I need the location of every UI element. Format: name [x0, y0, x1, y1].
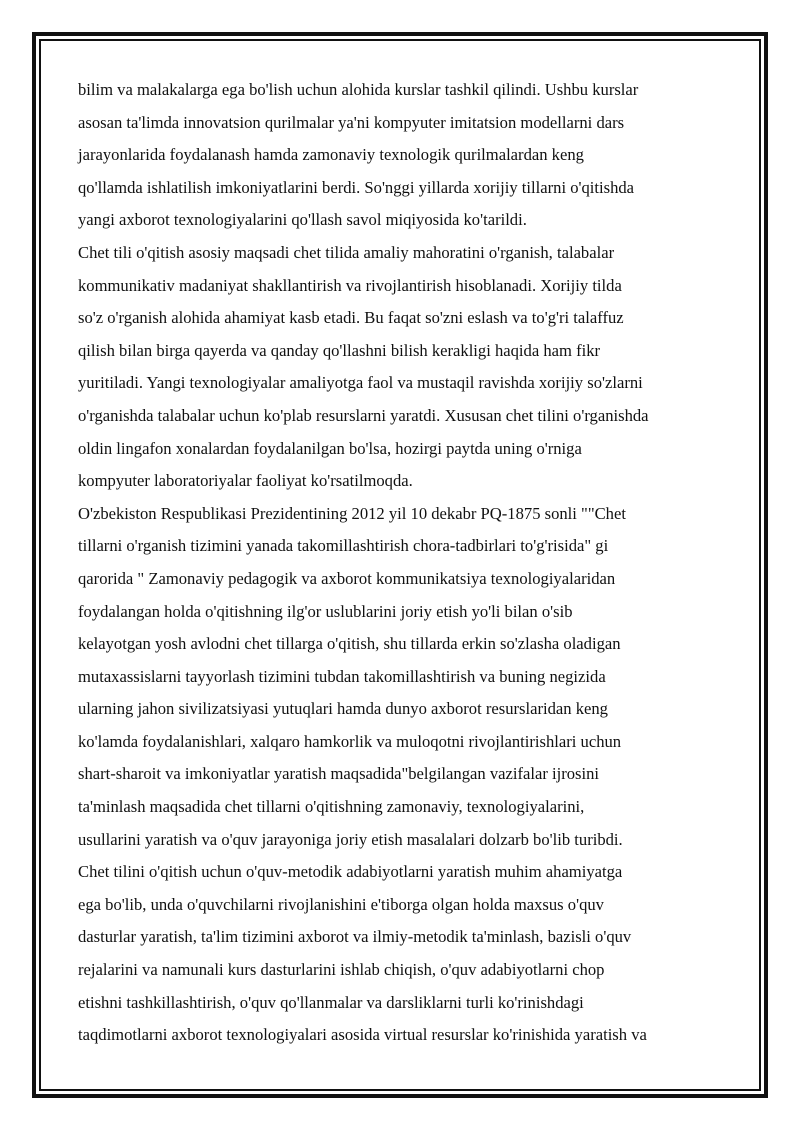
- text-line: foydalangan holda o'qitishning ilg'or uslublarini joriy etish yo'li bilan o'sib: [78, 601, 573, 621]
- text-line: ega bo'lib, unda o'quvchilarni rivojlanishini e'tiborga olgan holda maxsus o'quv: [78, 894, 604, 914]
- text-line: yuritiladi. Yangi texnologiyalar amaliyotga faol va mustaqil ravishda xorijiy so'zlarni: [78, 373, 643, 393]
- text-line: ta'minlash maqsadida chet tillarni o'qitishning zamonaviy, texnologiyalarini,: [78, 797, 585, 817]
- text-line: yangi axborot texnologiyalarini qo'llash savol miqiyosida ko'tarildi.: [78, 210, 527, 230]
- text-line: qarorida " Zamonaviy pedagogik va axborot kommunikatsiya texnologiyalaridan: [78, 568, 616, 588]
- text-line: mutaxassislarni tayyorlash tizimini tubdan takomillashtirish va buning negizida: [78, 666, 606, 686]
- text-line: shart-sharoit va imkoniyatlar yaratish maqsadida"belgilangan vazifalar ijrosini: [78, 764, 600, 784]
- text-line: tillarni o'rganish tizimini yanada takomillashtirish chora-tadbirlari to'g'risida" gi: [78, 536, 609, 556]
- text-line: usullarini yaratish va o'quv jarayoniga joriy etish masalalari dolzarb bo'lib turibdi.: [78, 829, 623, 849]
- text-line: qo'llamda ishlatilish imkoniyatlarini berdi. So'nggi yillarda xorijiy tillarni o'qitishda: [78, 177, 635, 197]
- text-line: o'rganishda talabalar uchun ko'plab resurslarni yaratdi. Xususan chet tilini o'rganishda: [78, 405, 649, 425]
- text-line: bilim va malakalarga ega bo'lish uchun alohida kurslar tashkil qilindi. Ushbu kurslar: [78, 80, 639, 99]
- text-line: taqdimotlarni axborot texnologiyalari asosida virtual resurslar ko'rinishida yaratish va: [78, 1025, 647, 1045]
- text-line: etishni tashkillashtirish, o'quv qo'llanmalar va darsliklarni turli ko'rinishdagi: [78, 992, 584, 1012]
- text-line: kompyuter laboratoriyalar faoliyat ko'rsatilmoqda.: [78, 471, 413, 491]
- text-line: rejalarini va namunali kurs dasturlarini ishlab chiqish, o'quv adabiyotlarni chop: [78, 960, 605, 980]
- text-line: asosan ta'limda innovatsion qurilmalar ya'ni kompyuter imitatsion modellarni dars: [78, 112, 625, 132]
- text-line: kommunikativ madaniyat shakllantirish va rivojlantirish hisoblanadi. Xorijiy tilda: [78, 275, 622, 295]
- text-line: oldin lingafon xonalardan foydalanilgan bo'lsa, hozirgi paytda uning o'rniga: [78, 438, 582, 458]
- text-line: dasturlar yaratish, ta'lim tizimini axborot va ilmiy-metodik ta'minlash, bazisli o'quv: [78, 927, 632, 947]
- text-line: kelayotgan yosh avlodni chet tillarga o'qitish, shu tillarda erkin so'zlasha oladigan: [78, 634, 621, 654]
- text-line: jarayonlarida foydalanash hamda zamonaviy texnologik qurilmalardan keng: [78, 145, 584, 165]
- text-line: O'zbekiston Respublikasi Prezidentining 2012 yil 10 dekabr PQ-1875 sonli ""Chet: [78, 503, 626, 523]
- text-line: Chet tili o'qitish asosiy maqsadi chet tilida amaliy mahoratini o'rganish, talabalar: [78, 242, 615, 262]
- text-line: ko'lamda foydalanishlari, xalqaro hamkorlik va muloqotni rivojlantirishlari uchun: [78, 731, 622, 751]
- text-line: qilish bilan birga qayerda va qanday qo'llashni bilish kerakligi haqida ham fikr: [78, 340, 601, 360]
- text-line: so'z o'rganish alohida ahamiyat kasb etadi. Bu faqat so'zni eslash va to'g'ri talaffuz: [78, 308, 624, 328]
- text-line: ularning jahon sivilizatsiyasi yutuqlari hamda dunyo axborot resurslaridan keng: [78, 699, 608, 719]
- document-body: [78, 74, 728, 1052]
- text-line: Chet tilini o'qitish uchun o'quv-metodik adabiyotlarni yaratish muhim ahamiyatga: [78, 862, 623, 882]
